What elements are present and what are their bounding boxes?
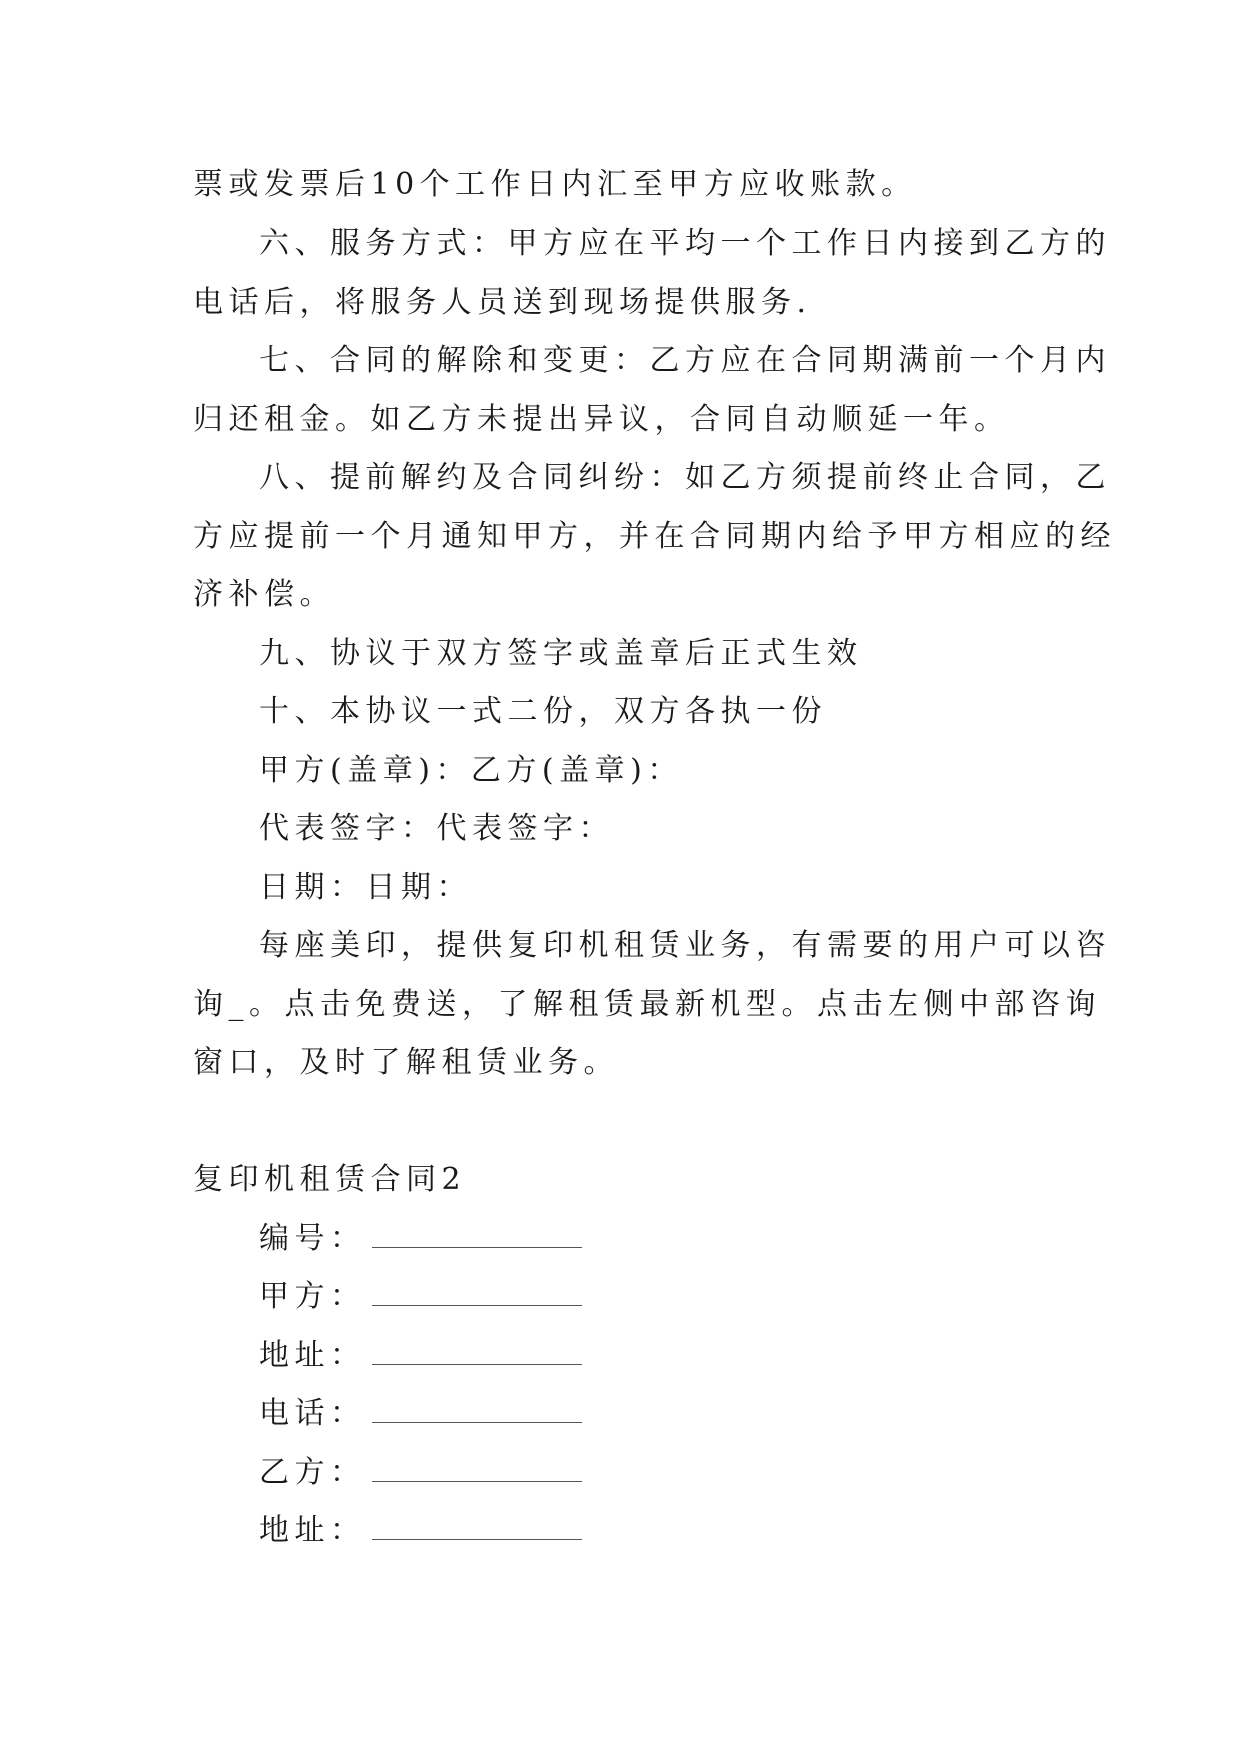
blank-underline xyxy=(372,1346,582,1365)
field-party-b xyxy=(259,1455,582,1491)
field-label: 乙方： xyxy=(259,1455,366,1490)
blank-underline xyxy=(372,1229,582,1248)
blank-underline xyxy=(372,1404,582,1423)
paragraph-line: 归还租金。如乙方未提出异议，合同自动顺延一年。 xyxy=(193,402,1010,437)
paragraph-line: 方应提前一个月通知甲方，并在合同期内给予甲方相应的经 xyxy=(193,519,1116,554)
field-contract-number xyxy=(259,1221,582,1257)
promo-paragraph-line: 每座美印，提供复印机租赁业务，有需要的用户可以咨 xyxy=(259,928,1111,963)
field-label: 地址： xyxy=(259,1338,366,1373)
field-phone xyxy=(259,1396,582,1432)
date-line: 日期：日期： xyxy=(259,870,472,905)
paragraph-line: 询_。点击免费送，了解租赁最新机型。点击左侧中部咨询 xyxy=(193,987,1101,1022)
representative-signature-line: 代表签字：代表签字： xyxy=(259,811,614,846)
field-address-a xyxy=(259,1338,582,1374)
section-title: 复印机租赁合同2 xyxy=(193,1162,467,1197)
blank-underline xyxy=(372,1463,582,1482)
signature-party-line: 甲方(盖章)：乙方(盖章)： xyxy=(259,753,683,788)
field-label: 甲方： xyxy=(259,1279,366,1314)
paragraph-line: 济补偿。 xyxy=(193,577,335,612)
field-label: 编号： xyxy=(259,1221,366,1256)
clause-seven-line: 七、合同的解除和变更：乙方应在合同期满前一个月内 xyxy=(259,343,1111,378)
clause-eight-line: 八、提前解约及合同纠纷：如乙方须提前终止合同，乙 xyxy=(259,460,1111,495)
paragraph-line: 电话后，将服务人员送到现场提供服务. xyxy=(193,285,812,320)
blank-underline xyxy=(372,1287,582,1306)
clause-ten-line: 十、本协议一式二份，双方各执一份 xyxy=(259,694,827,729)
clause-six-line: 六、服务方式：甲方应在平均一个工作日内接到乙方的 xyxy=(259,226,1111,261)
clause-nine-line: 九、协议于双方签字或盖章后正式生效 xyxy=(259,636,863,671)
field-address-b xyxy=(259,1513,582,1549)
paragraph-line: 票或发票后10个工作日内汇至甲方应收账款。 xyxy=(193,167,917,202)
field-party-a xyxy=(259,1279,582,1315)
field-label: 电话： xyxy=(259,1396,366,1431)
field-label: 地址： xyxy=(259,1513,366,1548)
paragraph-line: 窗口，及时了解租赁业务。 xyxy=(193,1045,619,1080)
blank-underline xyxy=(372,1521,582,1540)
